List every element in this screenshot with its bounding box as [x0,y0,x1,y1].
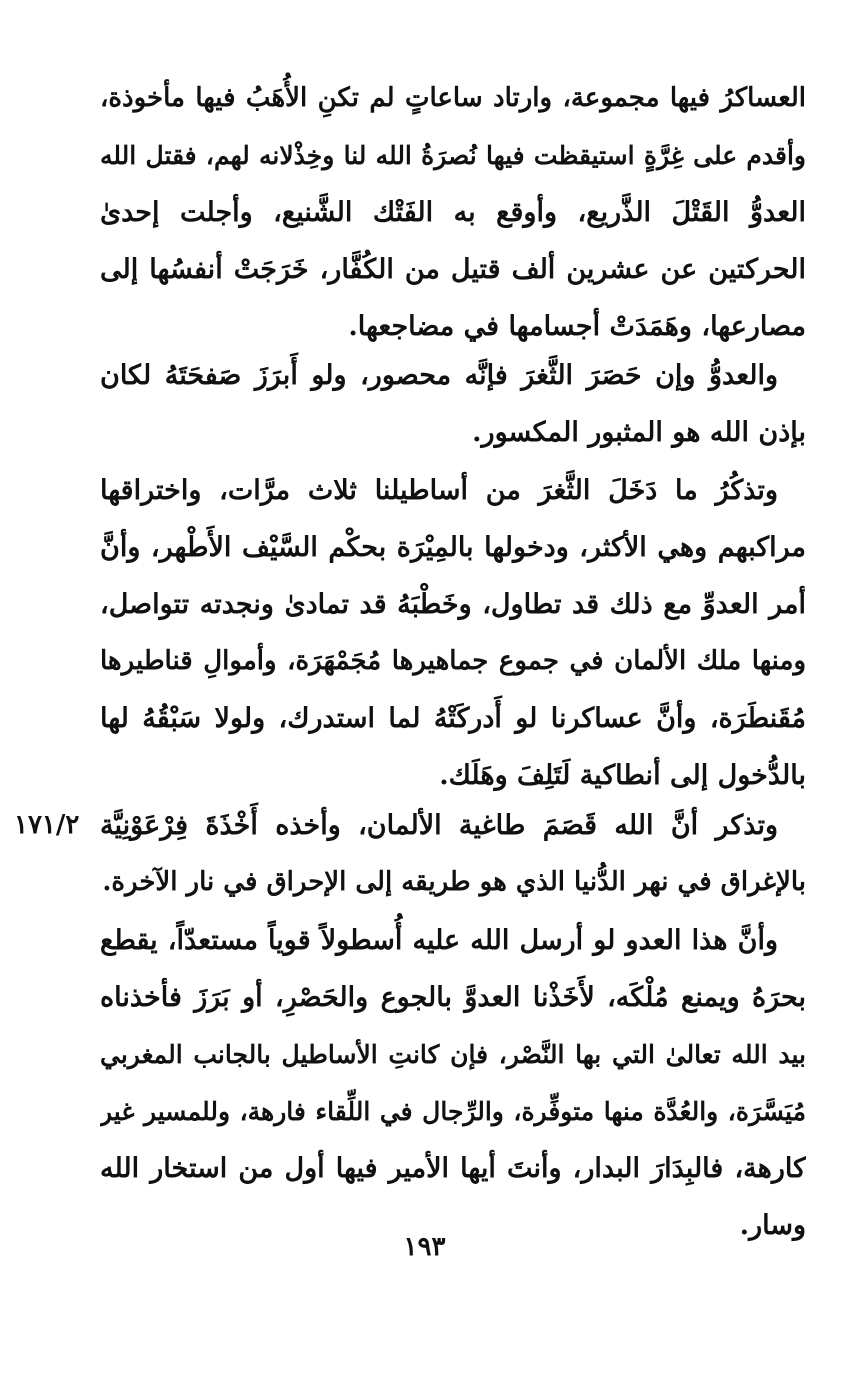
paragraph-1 [100,70,806,355]
text-line: وسار. [739,1210,806,1241]
text-line: وتذكُرُ ما دَخَلَ الثَّغرَ من أساطيلنا ثلاث مرَّات، واختراقها [100,475,778,506]
text-line: العدوُّ القَتْلَ الذَّريع، وأوقع به الفَتْك الشَّنيع، وأجلت إحدىٰ [100,197,806,228]
text-line: مُقَنطَرَة، وأنَّ عساكرنا لو أَدركَتْهُ لما استدرك، ولولا سَبْقُهُ لها [100,703,806,734]
text-line: الحركتين عن عشرين ألف قتيل من الكُفَّار، خَرَجَتْ أنفسُها إلى [100,254,806,285]
text-line: وأقدم على غِرَّةٍ استيقظت فيها نُصرَةُ الله لنا وخِذْلانه لهم، فقتل الله [100,141,806,170]
text-line: أمر العدوِّ مع ذلك قد تطاول، وخَطْبَهُ قد تمادىٰ ونجدته تتواصل، [100,589,806,620]
text-line: والعدوُّ وإن حَصَرَ الثَّغرَ فإنَّه محصور، ولو أَبرَزَ صَفحَتَهُ لكان [100,360,778,391]
text-line: كارهة، فالبِدَارَ البدار، وأنتَ أيها الأمير فيها أول من استخار الله [100,1153,806,1184]
text-line: مصارعها، وهَمَدَتْ أجسامها في مضاجعها. [348,311,806,342]
text-line: ومنها ملك الألمان في جموع جماهيرها مُجَمْهَرَة، وأموالِ قناطيرها [100,646,806,676]
text-line: وتذكر أنَّ الله قَصَمَ طاغية الألمان، وأخذه أَخْذَةَ فِرْعَوْنِيَّة [100,810,778,841]
text-line: مُيَسَّرَة، والعُدَّة منها متوفِّرة، والرِّجال في اللِّقاء فارهة، وللمسير غير [100,1097,806,1126]
margin-reference-note: ١٧١/٢ [14,810,80,840]
page-number: ١٩٣ [403,1232,446,1262]
paragraph-5 [100,912,806,1254]
paragraph-4 [100,797,806,911]
text-line: بإذن الله هو المثبور المكسور. [472,417,806,448]
text-line: العساكرُ فيها مجموعة، وارتاد ساعاتٍ لم تكنِ الأُهَبُ فيها مأخوذة، [100,83,806,113]
text-line: وأنَّ هذا العدو لو أرسل الله عليه أُسطولاً قوياً مستعدّاً، يقطع [100,925,778,956]
text-line: بحرَهُ ويمنع مُلْكَه، لأَخَذْنا العدوَّ بالجوع والحَصْرِ، أو بَرَزَ فأخذناه [100,982,806,1013]
text-line: بالإغراق في نهر الدُّنيا الذي هو طريقه إلى الإحراق في نار الآخرة. [102,867,806,897]
text-line: مراكبهم وهي الأكثر، ودخولها بالمِيْرَة بحكْم السَّيْف الأَطْهر، وأنَّ [100,532,806,563]
text-line: بالدُّخول إلى أنطاكية لَتَلِفَ وهَلَك. [439,760,806,791]
paragraph-2 [100,347,806,461]
paragraph-3 [100,462,806,804]
text-line: بيد الله تعالىٰ التي بها النَّصْر، فإن كانتِ الأساطيل بالجانب المغربي [100,1040,806,1069]
